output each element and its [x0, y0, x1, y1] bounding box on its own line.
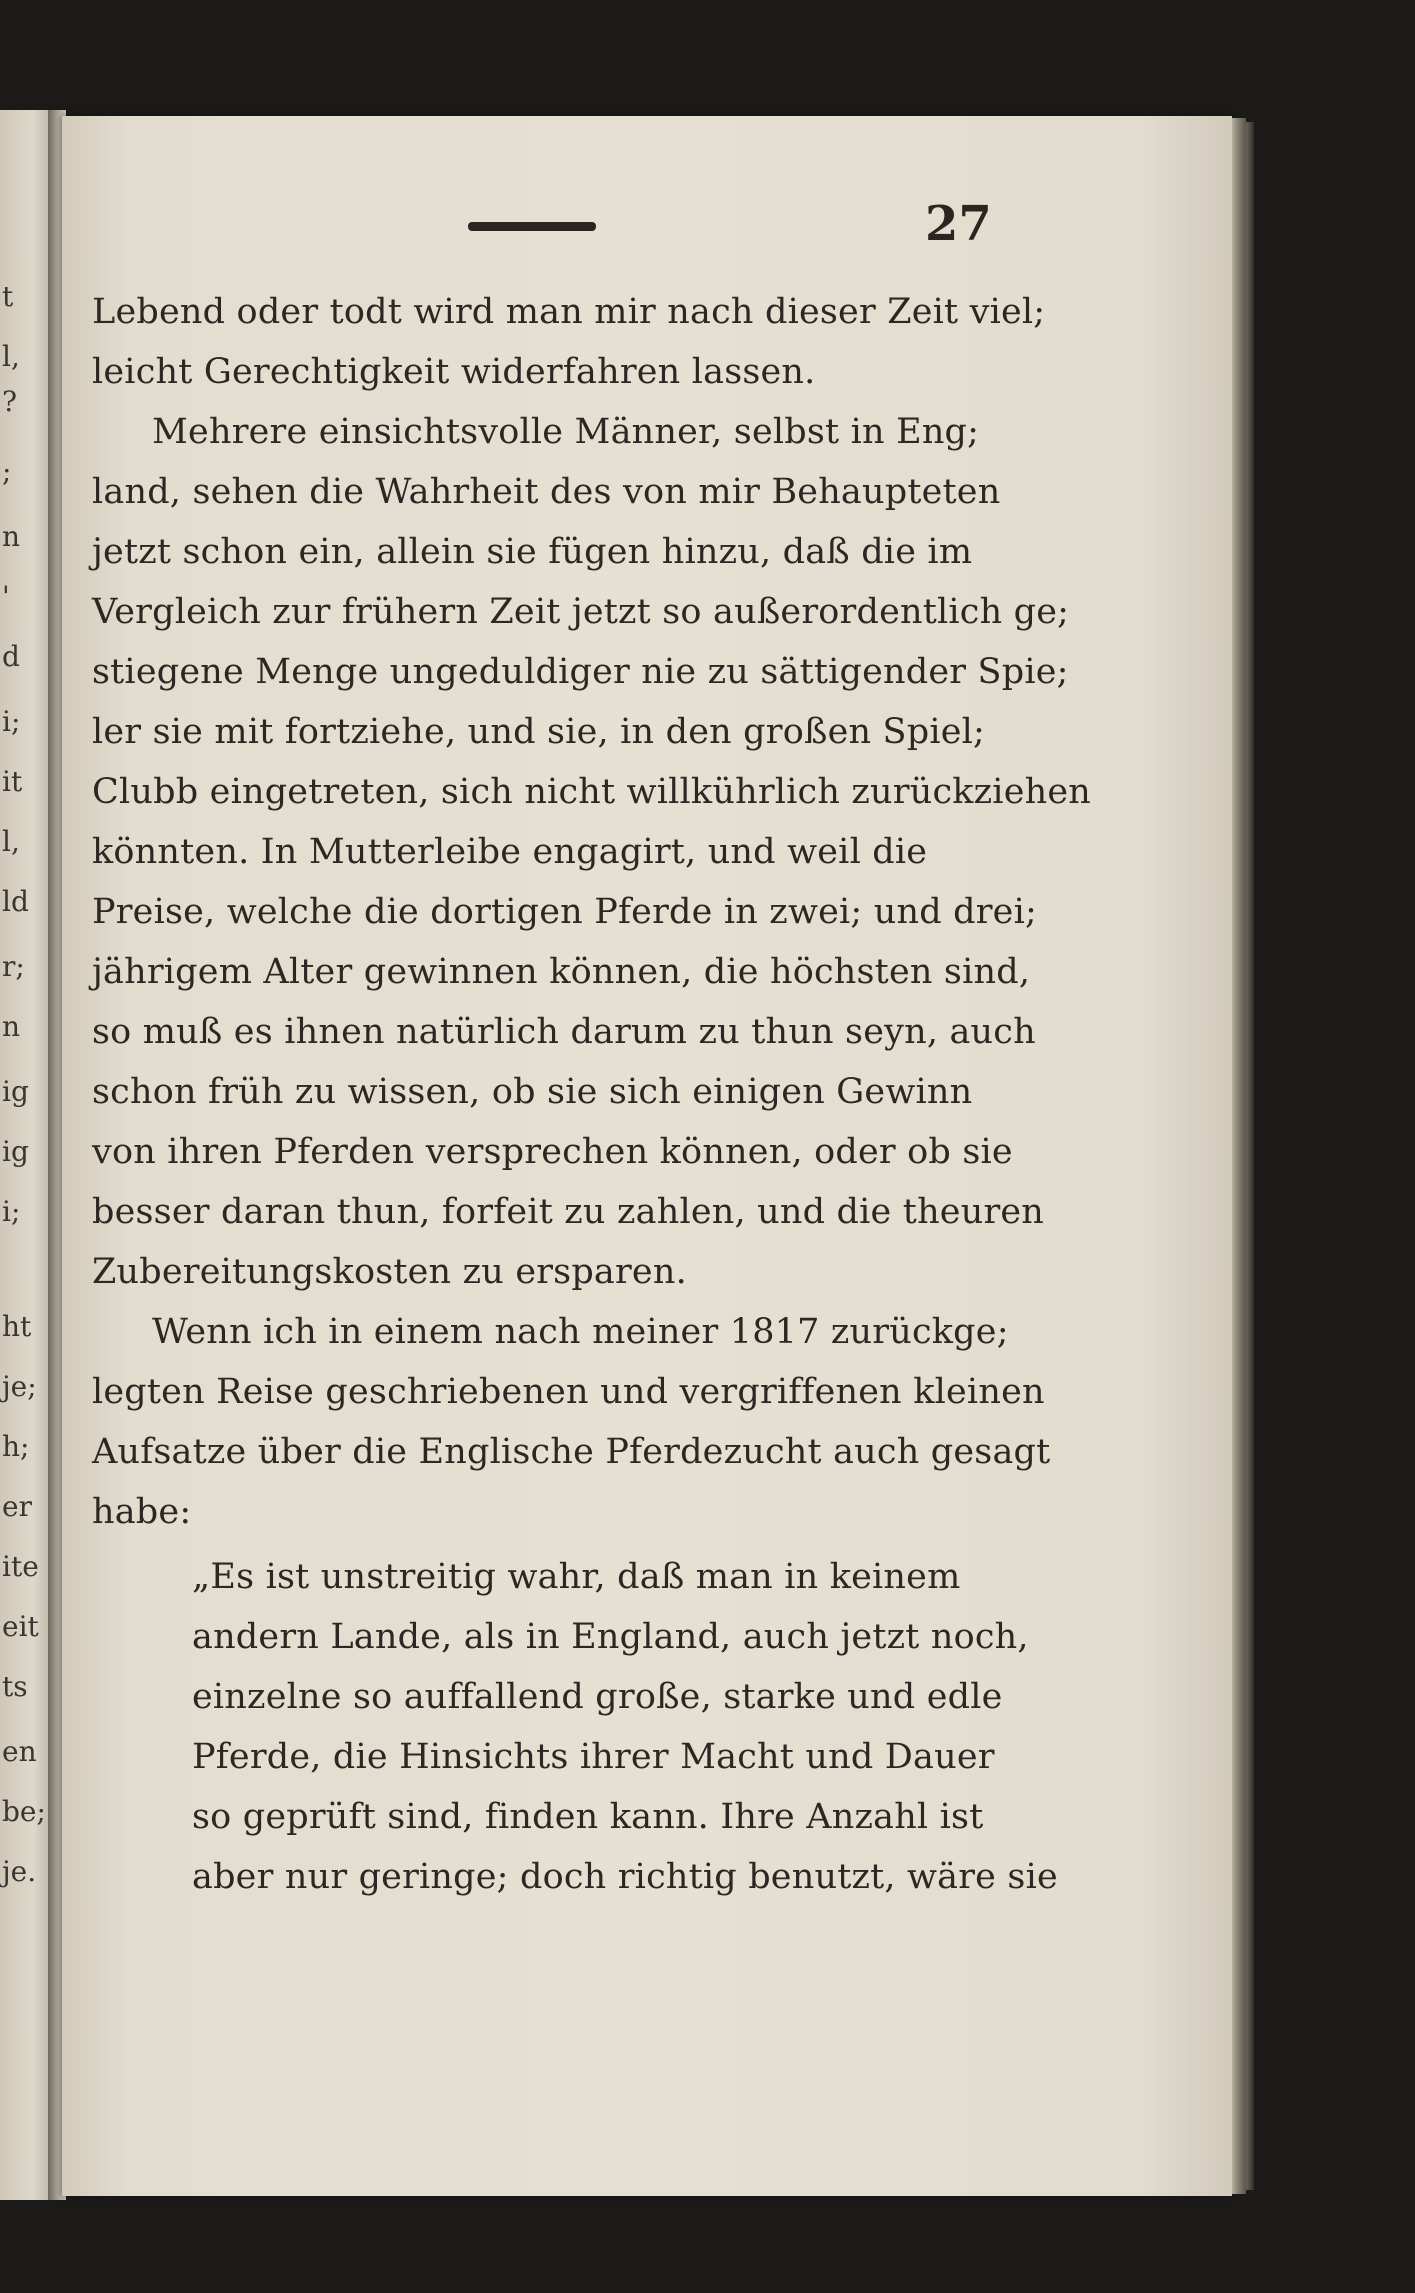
left-page-fragment: ld	[2, 885, 29, 918]
left-page-fragment: ig	[2, 1075, 29, 1108]
left-page-fragment: ig	[2, 1135, 29, 1168]
left-page-fragment: d	[2, 640, 20, 673]
text-line: stiegene Menge ungeduldiger nie zu sättigender Spie;	[92, 652, 1069, 692]
page-stack-shadow	[1246, 122, 1254, 2190]
text-line: aber nur geringe; doch richtig benutzt, wäre sie	[192, 1857, 1058, 1897]
text-line: so muß es ihnen natürlich darum zu thun seyn, auch	[92, 1012, 1036, 1052]
text-line: leicht Gerechtigkeit widerfahren lassen.	[92, 352, 816, 392]
page-stack-edge	[1232, 118, 1246, 2194]
left-page-fragment: ;	[2, 455, 12, 488]
text-line: ler sie mit fortziehe, und sie, in den großen Spiel;	[92, 712, 986, 752]
left-page-fragment: '	[2, 580, 10, 613]
left-page-fragment: h;	[2, 1430, 30, 1463]
left-page-fragment: l,	[2, 340, 20, 373]
text-line: Aufsatze über die Englische Pferdezucht auch gesagt	[92, 1432, 1051, 1472]
text-line: jetzt schon ein, allein sie fügen hinzu, daß die im	[92, 532, 973, 572]
left-page-fragment: je.	[2, 1855, 37, 1888]
left-page-fragment: er	[2, 1490, 32, 1523]
text-line: andern Lande, als in England, auch jetzt noch,	[192, 1617, 1029, 1657]
text-line: land, sehen die Wahrheit des von mir Behaupteten	[92, 472, 1001, 512]
left-page-fragment: ite	[2, 1550, 39, 1583]
text-line: legten Reise geschriebenen und vergriffenen kleinen	[92, 1372, 1045, 1412]
text-line: von ihren Pferden versprechen können, oder ob sie	[92, 1132, 1013, 1172]
left-page-fragment: ht	[2, 1310, 32, 1343]
text-line: habe:	[92, 1492, 192, 1532]
left-page-fragment: ?	[2, 385, 18, 418]
left-page-fragment: en	[2, 1735, 37, 1768]
left-page-fragment: t	[2, 280, 14, 313]
text-line: „Es ist unstreitig wahr, daß man in keinem	[192, 1557, 961, 1597]
text-line: Zubereitungskosten zu ersparen.	[92, 1252, 687, 1292]
text-line: Lebend oder todt wird man mir nach dieser Zeit viel;	[92, 292, 1046, 332]
left-page-fragment: eit	[2, 1610, 39, 1643]
text-line: einzelne so auffallend große, starke und edle	[192, 1677, 1003, 1717]
left-page-fragment: be;	[2, 1795, 46, 1828]
left-page-fragment: i;	[2, 1195, 21, 1228]
left-page-edge	[0, 110, 55, 2200]
text-line: Wenn ich in einem nach meiner 1817 zurückge;	[152, 1312, 1009, 1352]
left-page-fragment: n	[2, 520, 21, 553]
text-line: Mehrere einsichtsvolle Männer, selbst in Eng;	[152, 412, 980, 452]
text-line: schon früh zu wissen, ob sie sich einigen Gewinn	[92, 1072, 973, 1112]
left-page-fragment: i;	[2, 705, 21, 738]
left-page-fragment: je;	[2, 1370, 37, 1403]
header-ornament-rule	[468, 222, 596, 231]
text-line: Pferde, die Hinsichts ihrer Macht und Dauer	[192, 1737, 995, 1777]
text-line: besser daran thun, forfeit zu zahlen, und die theuren	[92, 1192, 1045, 1232]
text-line: könnten. In Mutterleibe engagirt, und weil die	[92, 832, 928, 872]
text-line: jährigem Alter gewinnen können, die höchsten sind,	[92, 952, 1031, 992]
text-line: so geprüft sind, finden kann. Ihre Anzahl ist	[192, 1797, 984, 1837]
left-page-fragment: n	[2, 1010, 21, 1043]
text-line: Vergleich zur frühern Zeit jetzt so außerordentlich ge;	[92, 592, 1070, 632]
text-line: Preise, welche die dortigen Pferde in zwei; und drei;	[92, 892, 1037, 932]
text-line: Clubb eingetreten, sich nicht willkührlich zurückziehen	[92, 772, 1092, 812]
left-page-fragment: ts	[2, 1670, 28, 1703]
left-page-fragment: it	[2, 765, 23, 798]
page-number: 27	[925, 196, 992, 252]
left-page-fragment: r;	[2, 950, 25, 983]
left-page-fragment: l,	[2, 825, 20, 858]
